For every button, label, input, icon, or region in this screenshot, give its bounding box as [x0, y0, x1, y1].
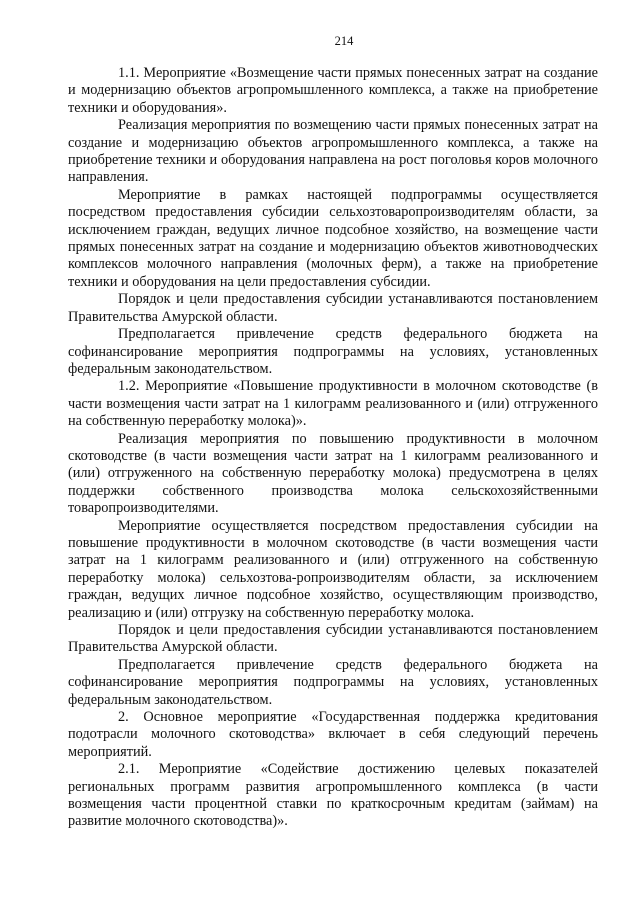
paragraph-measure-1-1-federal-funding: Предполагается привлечение средств федерального бюджета на софинансирование мероприятия подпрограммы на условиях, установленных федеральным законодательством. [68, 326, 598, 377]
page-number: 214 [334, 34, 354, 48]
paragraph-main-measure-2: 2. Основное мероприятие «Государственная поддержка кредитования подотрасли молочного скотоводства» включает в себя следующий перечень мероприятий. [68, 709, 598, 760]
paragraph-measure-1-2-mechanism: Мероприятие осуществляется посредством предоставления субсидии на повышение продуктивности в молочном скотоводстве (в части возмещения части затрат на 1 килограмм реализованного и (или) отгруженного на собственную переработку молока) сельхозтова-ропроизводителям области, за исключением граждан, ведущих личное подсобное хозяйство, осуществляющим производство, реализацию и (или) отгрузку на собственную переработку молока. [68, 517, 598, 621]
paragraph-measure-2-1-title: 2.1. Мероприятие «Содействие достижению целевых показателей региональных программ развития агропромышленного комплекса (в части возмещения части процентной ставки по краткосрочным кредитам (займам) на развитие молочного скотоводства)». [68, 761, 598, 830]
paragraph-measure-1-2-procedure: Порядок и цели предоставления субсидии устанавливаются постановлением Правительства Амурской области. [68, 622, 598, 656]
paragraph-measure-1-2-purpose: Реализация мероприятия по повышению продуктивности в молочном скотоводстве (в части возмещения части затрат на 1 килограмм реализованного и (или) отгруженного на собственную переработку молока) предусмотрена в целях поддержки собственного производства молока сельскохозяйственными товаропроизводителями. [68, 430, 598, 517]
paragraph-measure-1-1-purpose: Реализация мероприятия по возмещению части прямых понесенных затрат на создание и модернизацию объектов агропромышленного комплекса, а также на приобретение техники и оборудования направлена на рост поголовья коров молочного направления. [68, 117, 598, 186]
paragraph-measure-1-1-title: 1.1. Мероприятие «Возмещение части прямых понесенных затрат на создание и модернизацию объектов агропромышленного комплекса, а также на приобретение техники и оборудования». [68, 65, 598, 116]
paragraph-measure-1-2-title: 1.2. Мероприятие «Повышение продуктивности в молочном скотоводстве (в части возмещения части затрат на 1 килограмм реализованного и (или) отгруженного на собственную переработку молока)». [68, 378, 598, 430]
paragraph-measure-1-2-federal-funding: Предполагается привлечение средств федерального бюджета на софинансирование мероприятия подпрограммы на условиях, установленных федеральным законодательством. [68, 656, 598, 708]
paragraph-measure-1-1-procedure: Порядок и цели предоставления субсидии устанавливаются постановлением Правительства Амурской области. [68, 291, 598, 325]
paragraph-measure-1-1-mechanism: Мероприятие в рамках настоящей подпрограммы осуществляется посредством предоставления субсидии сельхозтоваропроизводителям области, за исключением граждан, ведущих личное подсобное хозяйство, на возмещение части прямых понесенных затрат на создание и модернизацию объектов животноводческих комплексов молочного направления (молочных ферм), а также на приобретение техники и оборудования на цели предоставления субсидии. [68, 186, 598, 290]
